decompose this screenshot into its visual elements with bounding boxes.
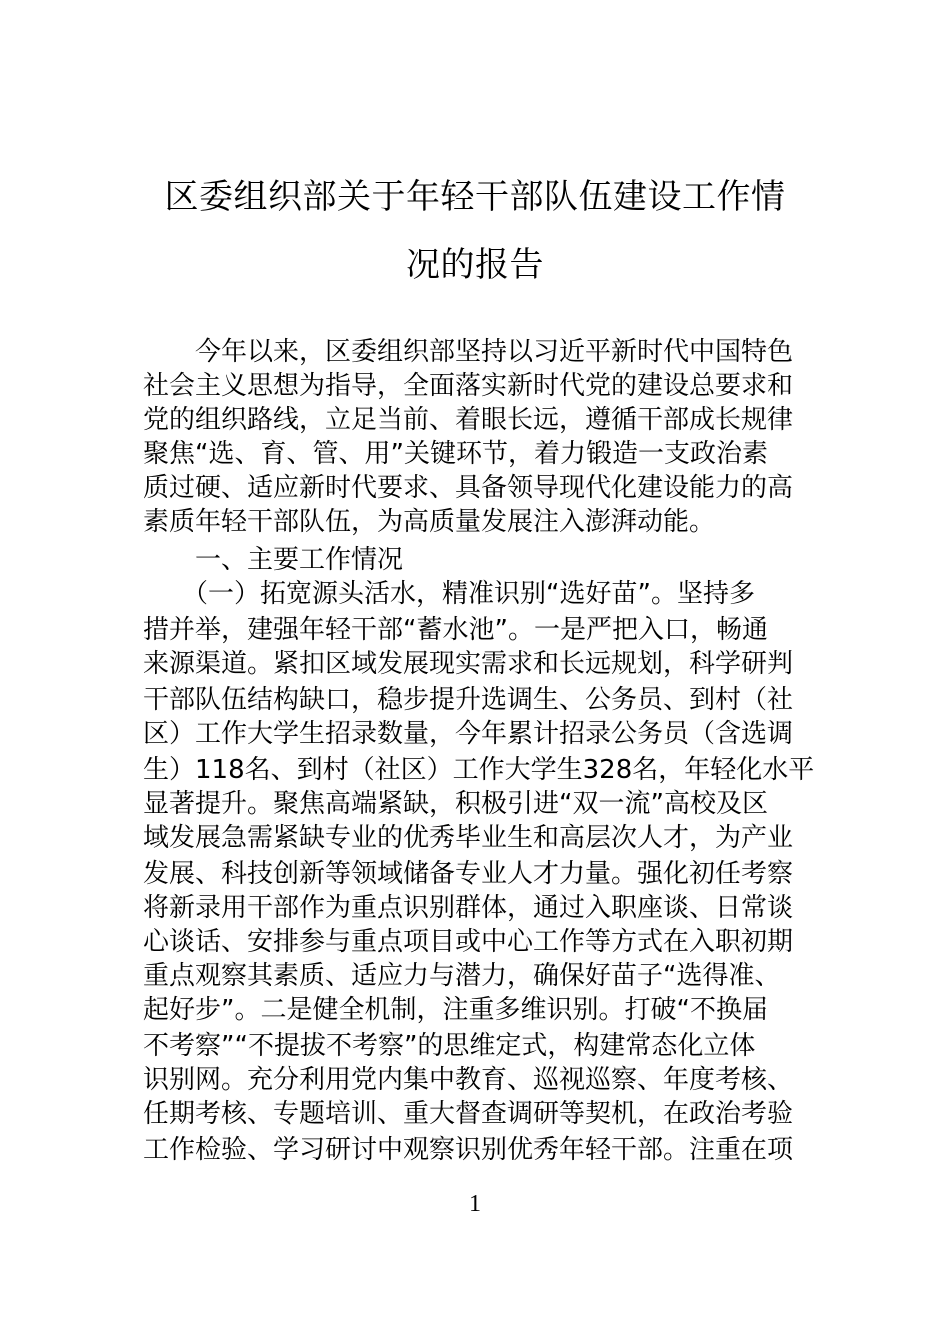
body-line: 区）工作大学生招录数量，今年累计招录公务员（含选调 [143, 719, 794, 749]
body-line: 干部队伍结构缺口，稳步提升选调生、公务员、到村（社 [143, 685, 794, 715]
body-line: 识别网。充分利用党内集中教育、巡视巡察、年度考核、 [143, 1065, 794, 1095]
body-line: 发展、科技创新等领域储备专业人才力量。强化初任考察 [143, 859, 794, 889]
body-line: 聚焦“选、育、管、用”关键环节，着力锻造一支政治素 [143, 439, 768, 469]
body-line: 重点观察其素质、适应力与潜力，确保好苗子“选得准、 [143, 961, 781, 991]
body-line: 社会主义思想为指导，全面落实新时代党的建设总要求和 [143, 371, 794, 401]
body-line: 来源渠道。紧扣区域发展现实需求和长远规划，科学研判 [143, 649, 794, 679]
body-line: 显著提升。聚焦高端紧缺，积极引进“双一流”高校及区 [143, 789, 768, 819]
body-line: 起好步”。二是健全机制，注重多维识别。打破“不换届 [143, 995, 768, 1025]
body-line: 任期考核、专题培训、重大督查调研等契机，在政治考验 [143, 1099, 794, 1129]
body-line: 心谈话、安排参与重点项目或中心工作等方式在入职初期 [143, 927, 794, 957]
page-number: 1 [469, 1191, 481, 1217]
body-line: 措并举，建强年轻干部“蓄水池”。一是严把入口，畅通 [143, 615, 768, 645]
body-line: 生）118名、到村（社区）工作大学生328名，年轻化水平 [143, 755, 815, 785]
body-line: 不考察”“不提拔不考察”的思维定式，构建常态化立体 [143, 1031, 756, 1061]
document-title-line-1: 区委组织部关于年轻干部队伍建设工作情 [164, 177, 786, 217]
body-line: 今年以来，区委组织部坚持以习近平新时代中国特色 [143, 337, 794, 367]
body-line: （一）拓宽源头活水，精准识别“选好苗”。坚持多 [143, 579, 755, 609]
section-heading: 一、主要工作情况 [143, 545, 404, 575]
body-line: 域发展急需紧缺专业的优秀毕业生和高层次人才，为产业 [143, 823, 794, 853]
body-line: 将新录用干部作为重点识别群体，通过入职座谈、日常谈 [143, 893, 794, 923]
body-line: 质过硬、适应新时代要求、具备领导现代化建设能力的高 [143, 473, 794, 503]
body-line: 工作检验、学习研讨中观察识别优秀年轻干部。注重在项 [143, 1135, 794, 1165]
document-title-line-2: 况的报告 [406, 245, 544, 285]
body-line: 素质年轻干部队伍，为高质量发展注入澎湃动能。 [143, 507, 716, 537]
body-line: 党的组织路线，立足当前、着眼长远，遵循干部成长规律 [143, 405, 794, 435]
